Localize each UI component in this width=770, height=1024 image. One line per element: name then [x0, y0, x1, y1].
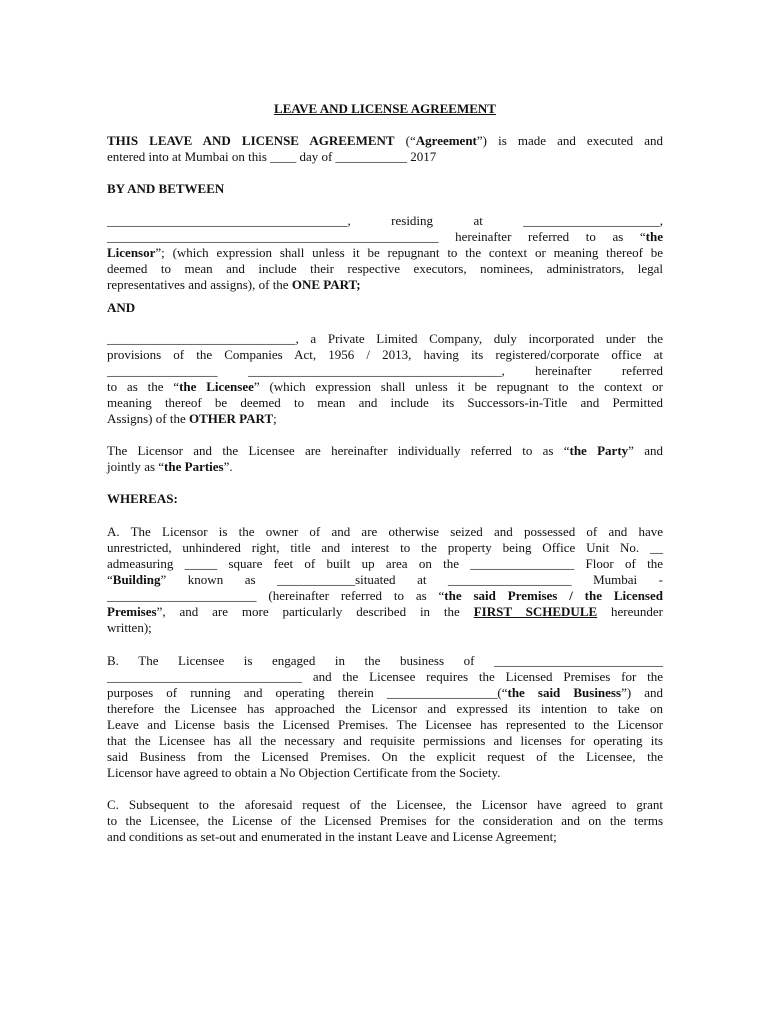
clause-b-line-7: said Business from the Licensed Premises. On the explicit request of the Licensee, the — [107, 749, 663, 764]
intro-paragraph — [107, 133, 663, 165]
licensor-line-1: _____________________________________, residing at _____________________, — [107, 213, 663, 228]
and-heading: AND — [107, 300, 136, 315]
clause-c-line-3: and conditions as set-out and enumerated in the instant Leave and License Agreement; — [107, 829, 557, 844]
licensee-paragraph — [107, 331, 663, 427]
intro-line-2: entered into at Mumbai on this ____ day of ___________ 2017 — [107, 149, 437, 164]
clause-b-line-6: that the Licensee has all the necessary and requisite permissions and licenses for operating its — [107, 733, 663, 748]
licensee-line-5: meaning thereof be deemed to mean and include its Successors-in-Title and Permitted — [107, 395, 663, 410]
clause-b — [107, 653, 663, 781]
intro-line-1: THIS LEAVE AND LICENSE AGREEMENT (“Agreement”) is made and executed and — [107, 133, 663, 148]
clause-a-line-3: admeasuring _____ square feet of built up area on the ________________ Floor of the — [107, 556, 663, 571]
clause-a-line-7: written); — [107, 620, 152, 635]
by-and-between-heading: BY AND BETWEEN — [107, 181, 225, 196]
clause-c-line-1: C. Subsequent to the aforesaid request of the Licensee, the Licensor have agreed to grant — [107, 797, 663, 812]
licensee-line-6: Assigns) of the OTHER PART; — [107, 411, 277, 426]
licensor-paragraph — [107, 213, 663, 293]
clause-a-line-6: Premises”, and are more particularly described in the FIRST SCHEDULE hereunder — [107, 604, 664, 619]
clause-a-line-5: _______________________ (hereinafter referred to as “the said Premises / the Licensed — [107, 588, 663, 603]
clause-b-line-1: B. The Licensee is engaged in the business of __________________________ — [107, 653, 663, 668]
whereas-heading: WHEREAS: — [107, 491, 178, 506]
licensee-line-4: to as the “the Licensee” (which expression shall unless it be repugnant to the context or — [107, 379, 663, 394]
parties-paragraph — [107, 443, 663, 475]
licensor-line-5: representatives and assigns), of the ONE PART; — [107, 277, 361, 292]
licensor-line-4: deemed to mean and include their respective executors, nominees, administrators, legal — [107, 261, 663, 276]
clause-b-line-4: therefore the Licensee has approached the Licensor and expressed its intention to take on — [107, 701, 663, 716]
clause-c-line-2: to the Licensee, the License of the Licensed Premises for the consideration and on the terms — [107, 813, 663, 828]
clause-b-line-3: purposes of running and operating therein _________________(“the said Business”) and — [107, 685, 664, 700]
licensor-line-3: Licensor”; (which expression shall unless it be repugnant to the context or meaning thereof be — [107, 245, 663, 260]
licensee-line-3: _________________ _______________________________________, hereinafter referred — [107, 363, 663, 378]
parties-line-2: jointly as “the Parties”. — [107, 459, 233, 474]
clause-b-line-2: ______________________________ and the Licensee requires the Licensed Premises for the — [107, 669, 663, 684]
clause-a — [107, 524, 663, 636]
clause-a-line-4: “Building” known as ____________situated at ___________________ Mumbai - — [107, 572, 663, 587]
clause-a-line-2: unrestricted, unhindered right, title and interest to the property being Office Unit No. __ — [107, 540, 663, 555]
clause-c — [107, 797, 663, 845]
licensor-line-2: ___________________________________________________ hereinafter referred to as “the — [107, 229, 663, 244]
clause-b-line-5: Leave and License basis the Licensed Premises. The Licensee has represented to the Licensor — [107, 717, 663, 732]
clause-b-line-8: Licensor have agreed to obtain a No Objection Certificate from the Society. — [107, 765, 501, 780]
clause-a-line-1: A. The Licensor is the owner of and are otherwise seized and possessed of and have — [107, 524, 663, 539]
parties-line-1: The Licensor and the Licensee are hereinafter individually referred to as “the Party” and — [107, 443, 663, 458]
licensee-line-1: _____________________________, a Private Limited Company, duly incorporated under the — [107, 331, 663, 346]
licensee-line-2: provisions of the Companies Act, 1956 / 2013, having its registered/corporate office at — [107, 347, 663, 362]
document-title: LEAVE AND LICENSE AGREEMENT — [274, 101, 496, 116]
